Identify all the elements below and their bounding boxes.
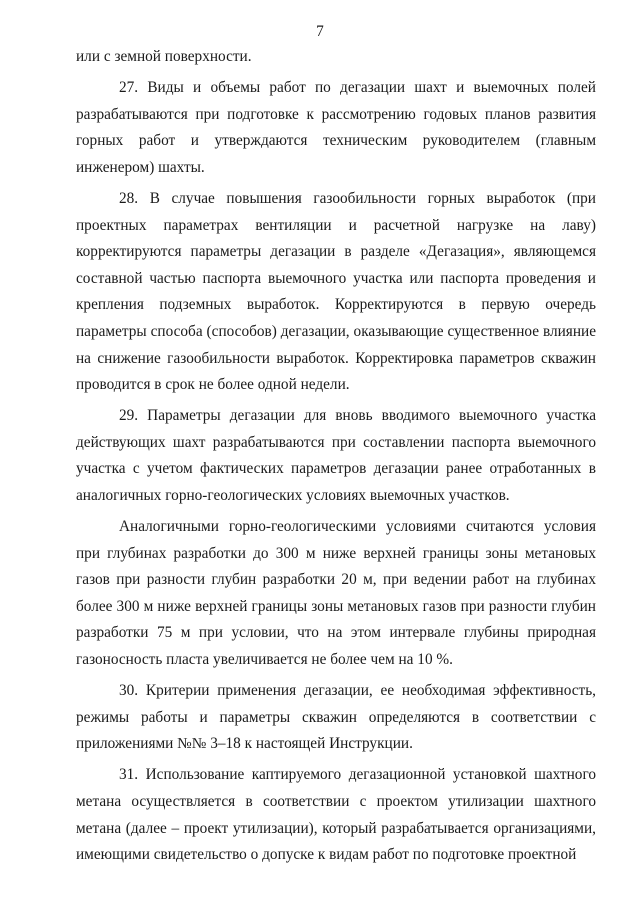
paragraph-30: 30. Критерии применения дегазации, ее необходимая эффективность, режимы работы и параметры скважин определяются в соответствии с приложениями №№ 3–18 к настоящей Инструкции. bbox=[76, 682, 596, 753]
paragraph-analogous-conditions: Аналогичными горно-геологическими условиями считаются условия при глубинах разработки до 300 м ниже верхней границы зоны метановых газов при разности глубин разработки 20 м, при ведении работ на глубинах более 300 м ниже верхней границы зоны метановых газов при разности глубин разработки 75 м при условии, что на этом интервале глубины природная газоносность пласта увеличивается не более чем на 10 %. bbox=[76, 518, 596, 669]
paragraph-31: 31. Использование каптируемого дегазационной установкой шахтного метана осуществляется в соответствии с проектом утилизации шахтного метана (далее – проект утилизации), который разрабатывается организациями, имеющими свидетельство о допуске к видам работ по подготовке проектной bbox=[76, 766, 596, 864]
paragraph-continuation: или с земной поверхности. bbox=[76, 48, 252, 65]
document-body bbox=[76, 44, 596, 873]
paragraph-28: 28. В случае повышения газообильности горных выработок (при проектных параметрах вентиляции и расчетной нагрузке на лаву) корректируются параметры дегазации в разделе «Дегазация», являющемся составной частью паспорта выемочного участка или паспорта проведения и крепления подземных выработок. Корректируются в первую очередь параметры способа (способов) дегазации, оказывающие существенное влияние на снижение газообильности выработок. Корректировка параметров скважин проводится в срок не более одной недели. bbox=[76, 189, 596, 394]
page-number: 7 bbox=[316, 23, 324, 40]
paragraph-27: 27. Виды и объемы работ по дегазации шахт и выемочных полей разрабатываются при подготовке к рассмотрению годовых планов развития горных работ и утверждаются техническим руководителем (главным инженером) шахты. bbox=[76, 79, 596, 176]
paragraph-29: 29. Параметры дегазации для вновь вводимого выемочного участка действующих шахт разрабатываются при составлении паспорта выемочного участка с учетом фактических параметров дегазации ранее отработанных в аналогичных горно-геологических условиях выемочных участков. bbox=[76, 407, 596, 504]
